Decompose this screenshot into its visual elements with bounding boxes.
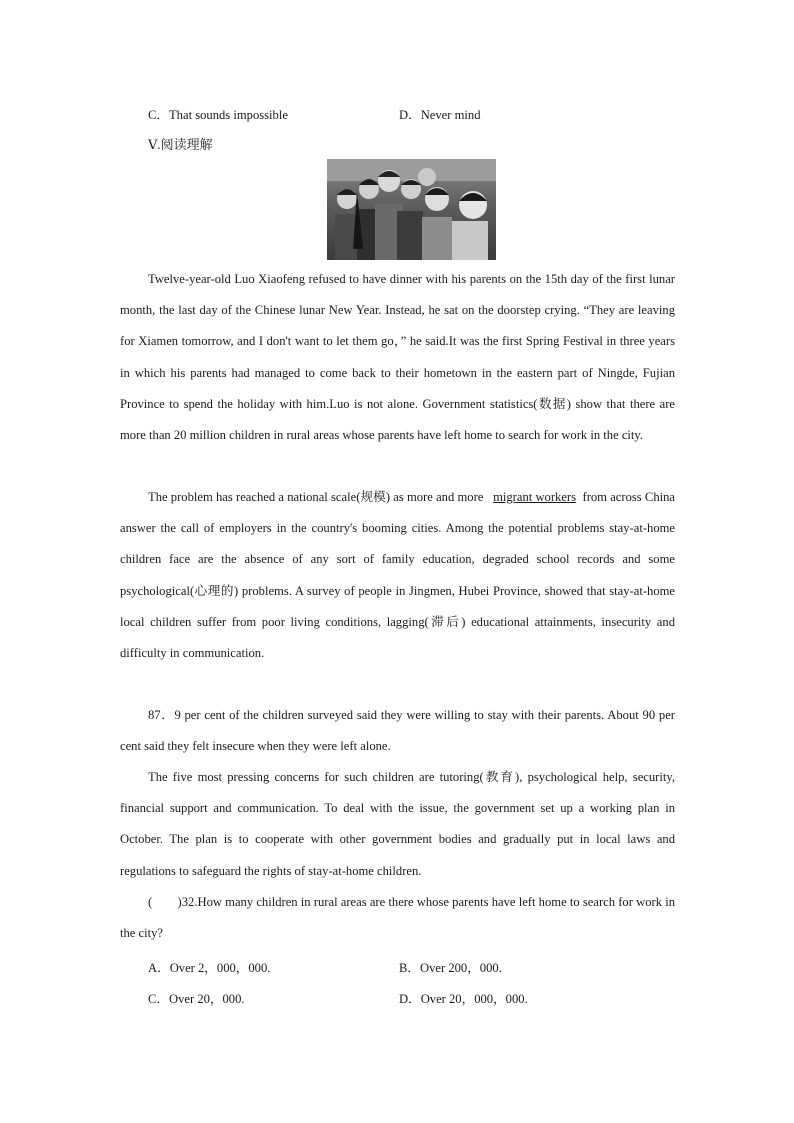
answer-option-c: C．Over 20，000. — [148, 992, 245, 1006]
underlined-phrase: migrant workers — [493, 490, 577, 504]
paragraph-2-start: The problem has reached a national scale(规模) as more and more — [148, 490, 484, 504]
section-heading: Ⅴ.阅读理解 — [148, 137, 213, 152]
passage-paragraph-3: 87．9 per cent of the children surveyed said they were willing to stay with their parents. About 90 per cent said they felt insecure when they were left alone. — [120, 708, 675, 754]
children-photo — [327, 159, 496, 260]
passage-paragraph-4: The five most pressing concerns for such children are tutoring(教育), psychological help, security, financial support and communication. To deal with the issue, the government set up a working plan in October. The plan is to cooperate with other government bodies and gradually put in local laws and regulations to safeguard the rights of stay-at-home children. — [120, 770, 675, 878]
answer-option-d: D．Over 20，000，000. — [399, 992, 528, 1006]
passage-paragraph-2 — [120, 482, 675, 669]
option-c: C．That sounds impossible — [148, 108, 288, 122]
option-d: D．Never mind — [399, 108, 481, 122]
question-stem: ( )32.How many children in rural areas are there whose parents have left home to search for work in the city? — [120, 895, 675, 941]
paragraph-2-rest: from across China answer the call of employers in the country's booming cities. Among the potential problems stay-at-home children face are the absence of any sort of family education, degraded school records and some psychological(心理的) problems. A survey of people in Jingmen, Hubei Province, showed that stay-at-home local children suffer from poor living conditions, lagging(滞后) educational attainments, insecurity and difficulty in communication. — [120, 490, 675, 661]
passage-paragraph-1: Twelve-year-old Luo Xiaofeng refused to have dinner with his parents on the 15th day of the first lunar month, the last day of the Chinese lunar New Year. Instead, he sat on the doorstep crying. “They are leaving for Xiamen tomorrow, and I don't want to let them go，” he said.It was the first Spring Festival in three years in which his parents had managed to come back to their hometown in the eastern part of Ningde, Fujian Province to spend the holiday with him.Luo is not alone. Government statistics(数据) show that there are more than 20 million children in rural areas whose parents have left home to search for work in the city. — [120, 272, 675, 443]
answer-option-b: B．Over 200，000. — [399, 961, 502, 975]
answer-option-a: A．Over 2，000，000. — [148, 961, 271, 975]
